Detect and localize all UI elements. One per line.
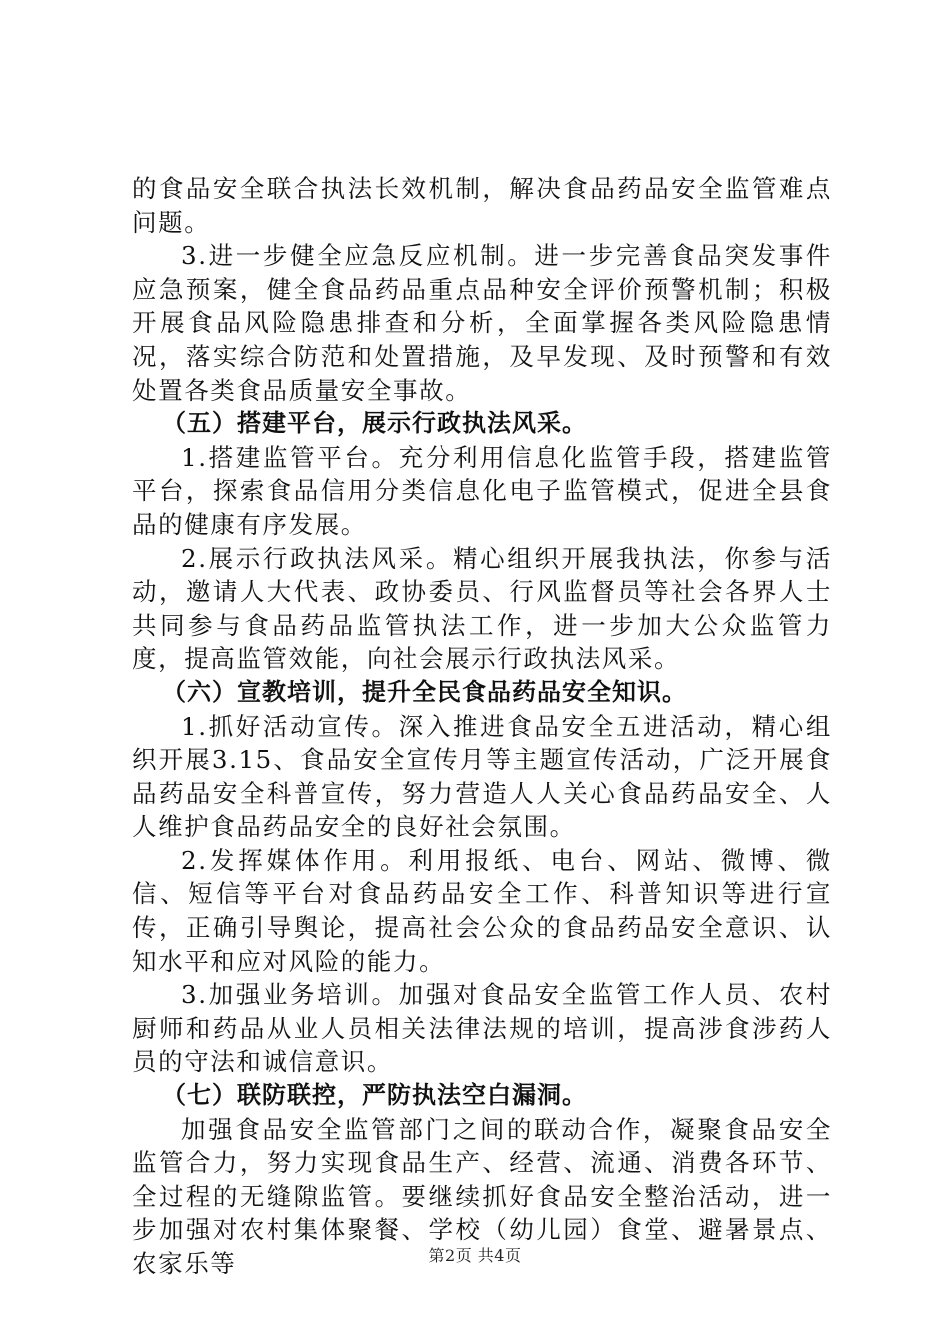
paragraph-supervision-platform: 1.搭建监管平台。充分利用信息化监管手段，搭建监管平台，探索食品信用分类信息化电子监管模式，促进全县食品的健康有序发展。	[132, 442, 832, 539]
paragraph-emergency-response: 3.进一步健全应急反应机制。进一步完善食品突发事件应急预案，健全食品药品重点品种安全评价预警机制；积极开展食品风险隐患排查和分析，全面掌握各类风险隐患情况，落实综合防范和处置措施，及早发现、及时预警和有效处置各类食品质量安全事故。	[132, 241, 832, 405]
paragraph-law-enforcement-showcase: 2.展示行政执法风采。精心组织开展我执法，你参与活动，邀请人大代表、政协委员、行风监督员等社会各界人士共同参与食品药品监管执法工作，进一步加大公众监管力度，提高监管效能，向社会展示行政执法风采。	[132, 543, 832, 674]
paragraph-media-role: 2.发挥媒体作用。利用报纸、电台、网站、微博、微信、短信等平台对食品药品安全工作、科普知识等进行宣传，正确引导舆论，提高社会公众的食品药品安全意识、认知水平和应对风险的能力。	[132, 845, 832, 976]
document-body	[132, 172, 832, 1281]
paragraph-activity-publicity: 1.抓好活动宣传。深入推进食品安全五进活动，精心组织开展3.15、食品安全宣传月等主题宣传活动，广泛开展食品药品安全科普宣传，努力营造人人关心食品药品安全、人人维护食品药品安全的良好社会氛围。	[132, 711, 832, 842]
section-heading-6: （六）宣教培训，提升全民食品药品安全知识。	[162, 677, 687, 706]
section-heading-5: （五）搭建平台，展示行政执法风采。	[162, 409, 587, 438]
section-heading-7: （七）联防联控，严防执法空白漏洞。	[162, 1081, 587, 1110]
paragraph-joint-prevention: 加强食品安全监管部门之间的联动合作，凝聚食品安全监管合力，努力实现食品生产、经营、流通、消费各环节、全过程的无缝隙监管。要继续抓好食品安全整治活动，进一步加强对农村集体聚餐、学校（幼儿园）食堂、避暑景点、农家乐等	[132, 1114, 832, 1278]
paragraph-business-training: 3.加强业务培训。加强对食品安全监管工作人员、农村厨师和药品从业人员相关法律法规的培训，提高涉食涉药人员的守法和诚信意识。	[132, 980, 832, 1077]
paragraph-continuation: 的食品安全联合执法长效机制，解决食品药品安全监管难点问题。	[132, 174, 832, 237]
page-footer: 第2页 共4页	[428, 1246, 522, 1265]
